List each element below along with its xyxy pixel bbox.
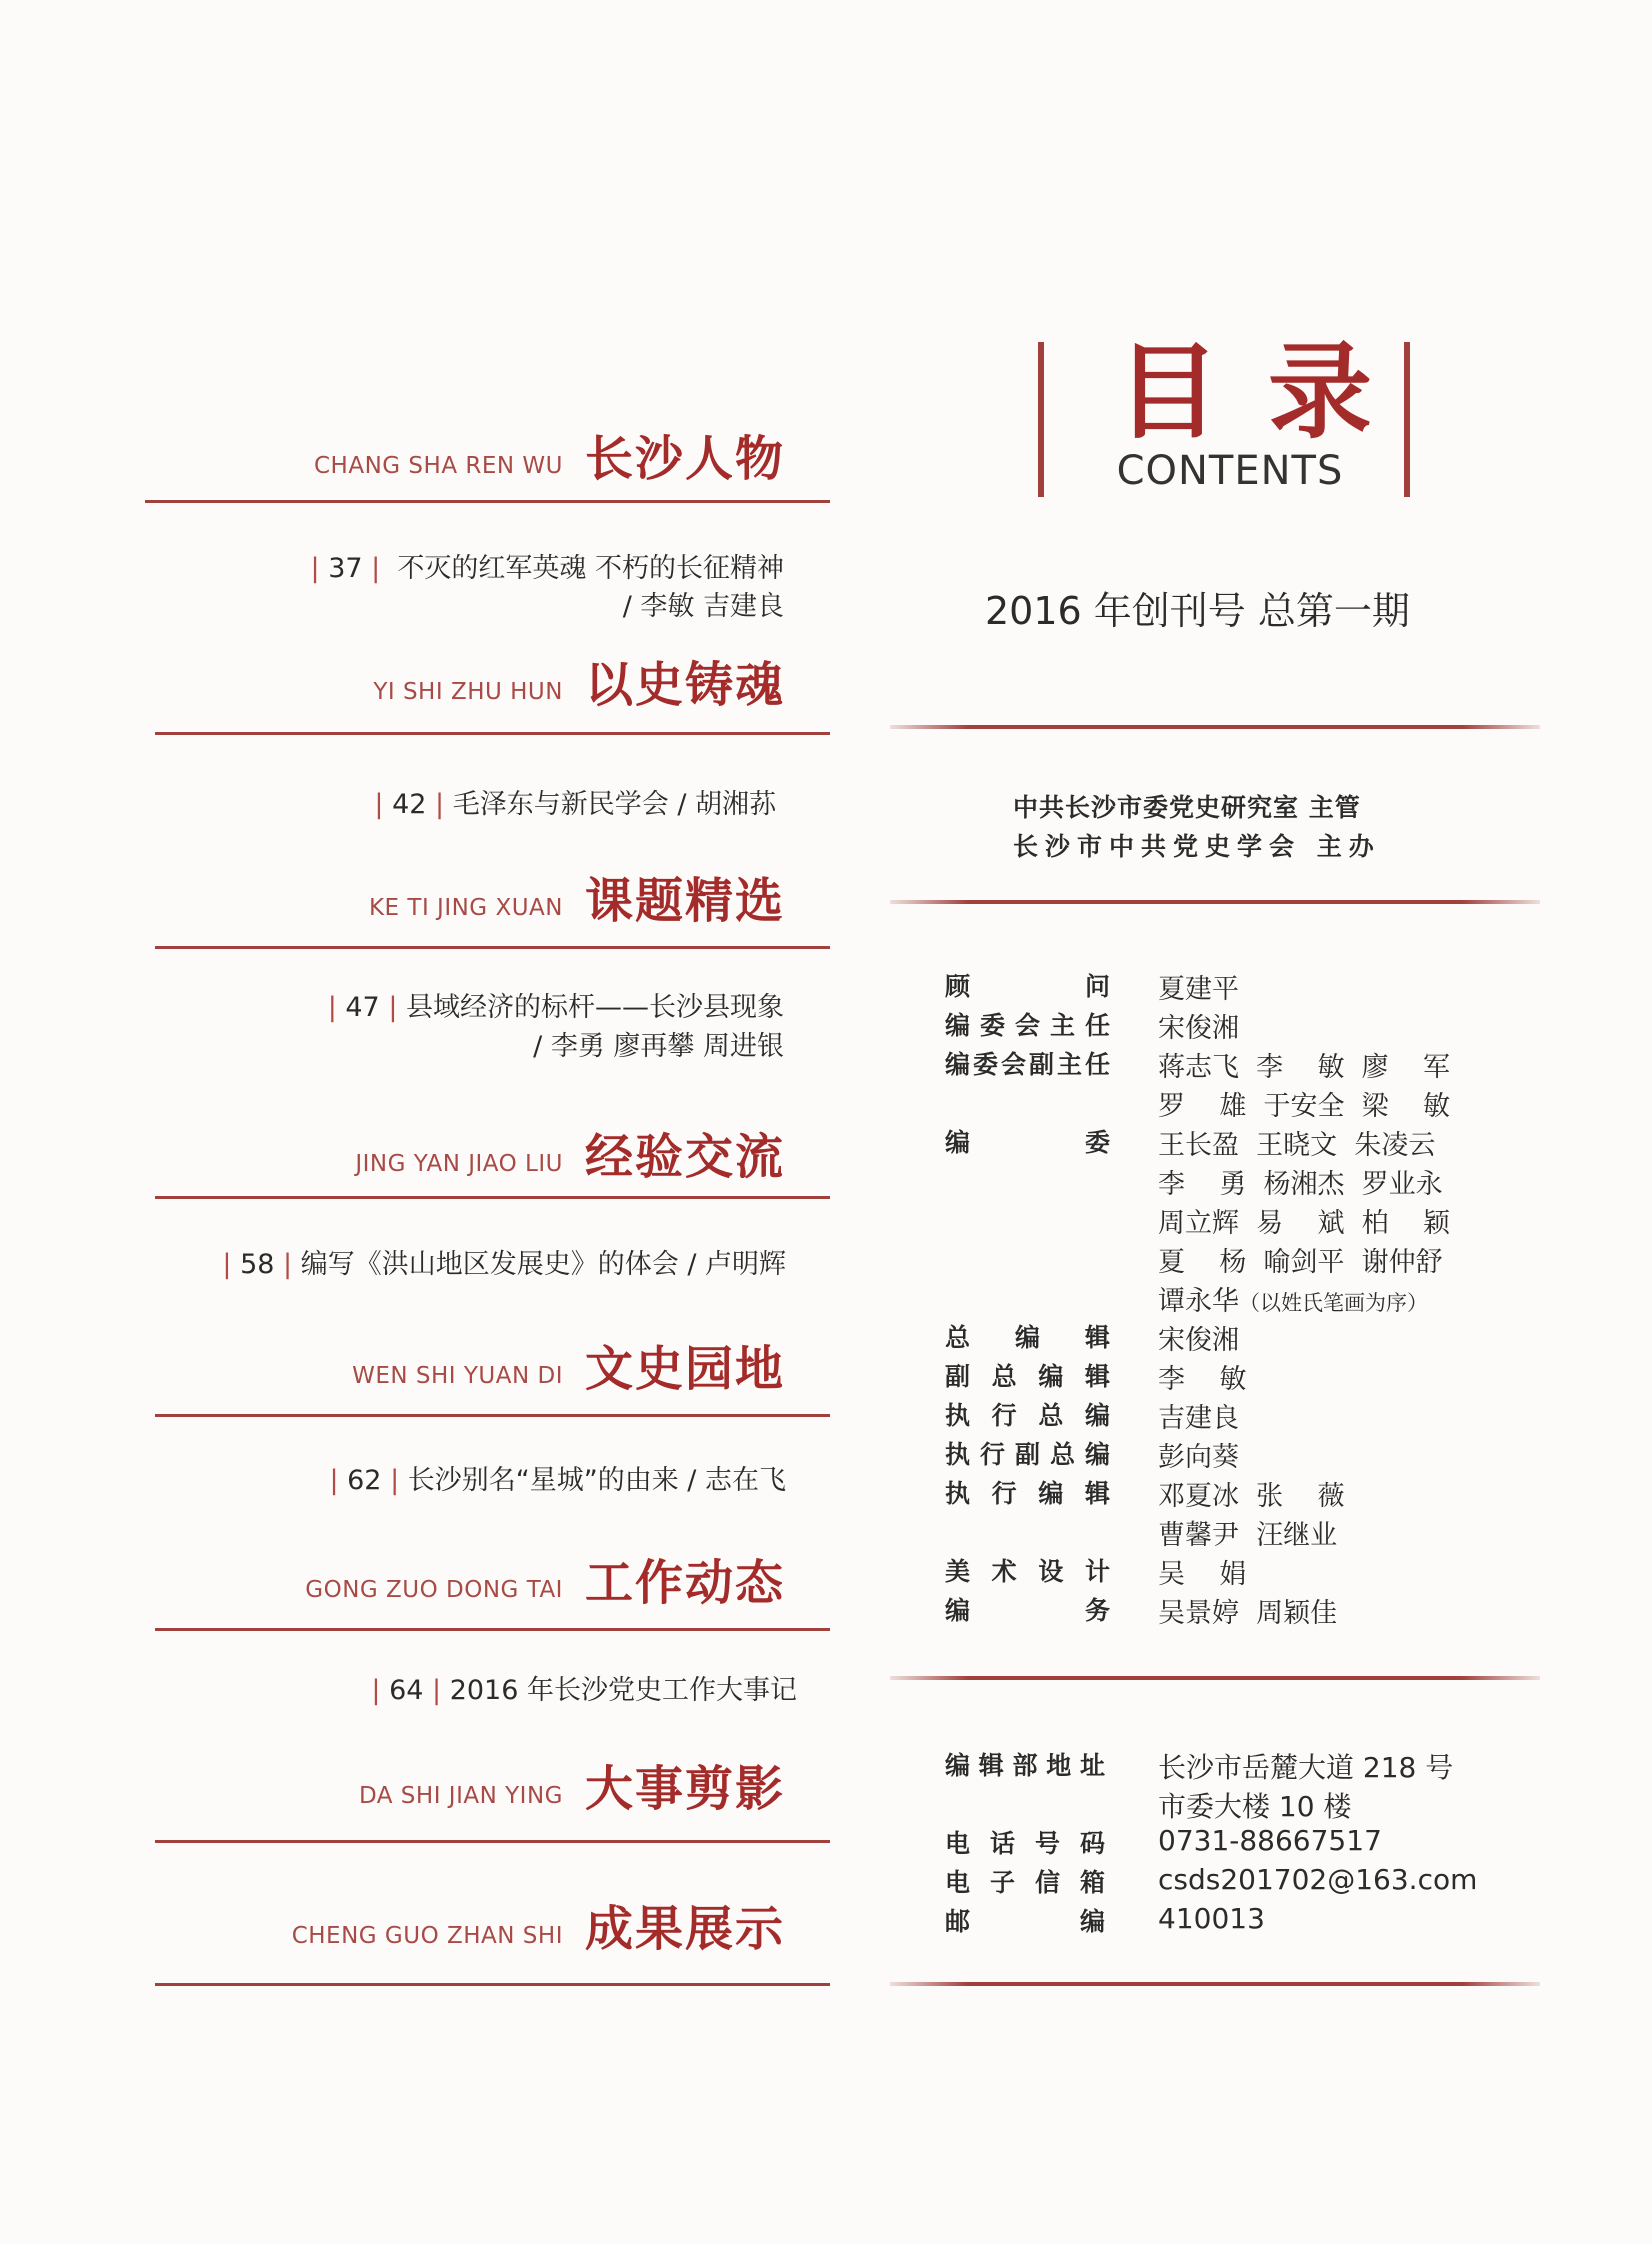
- staff-label: 美术设计: [945, 1557, 1110, 1586]
- staff-label: 编委会主任: [945, 1011, 1110, 1040]
- contact-postcode: 410013: [1158, 1902, 1265, 1935]
- section-divider: [145, 500, 830, 503]
- section-cn-title: 文史园地: [584, 1341, 785, 1397]
- staff-value: 周立辉 易 斌 柏 颖: [1158, 1208, 1450, 1239]
- entry-title: 2016 年长沙党史工作大事记: [449, 1675, 797, 1706]
- staff-value: 吴 娟: [1158, 1559, 1247, 1590]
- section-cn-title: 大事剪影: [584, 1761, 785, 1817]
- staff-label: 总编辑: [945, 1323, 1110, 1352]
- ordering-note: （以姓氏笔画为序）: [1239, 1291, 1428, 1315]
- entry-page-number: 47: [345, 992, 380, 1023]
- section-header-gongzuo-dongtai: [145, 1544, 830, 1613]
- section-header-chengguo-zhanshi: [145, 1890, 830, 1959]
- entry-title: 县域经济的标杆——长沙县现象: [406, 992, 784, 1023]
- section-en-title: CHENG GUO ZHAN SHI: [291, 1923, 563, 1949]
- entry-page-number: 64: [389, 1675, 424, 1706]
- contact-label: 电话号码: [945, 1829, 1105, 1858]
- staff-value: 谭永华（以姓氏笔画为序）: [1158, 1286, 1428, 1317]
- section-divider: [155, 1983, 830, 1986]
- section-en-title: JING YAN JIAO LIU: [355, 1151, 563, 1177]
- staff-value: 彭向葵: [1158, 1442, 1239, 1473]
- section-divider: [155, 1414, 830, 1417]
- staff-value: 夏建平: [1158, 974, 1239, 1005]
- staff-value: 曹馨尹 汪继业: [1158, 1520, 1338, 1551]
- entry-page-number: 42: [392, 789, 427, 820]
- right-divider: [890, 1982, 1540, 1986]
- section-header-jingyan-jiaoliu: [145, 1118, 830, 1187]
- section-cn-title: 经验交流: [584, 1129, 785, 1185]
- staff-value: 宋俊湘: [1158, 1325, 1239, 1356]
- toc-entry[interactable]: | 62 | 长沙别名“星城”的由来 / 志在飞: [329, 1465, 786, 1496]
- staff-label: 执行编辑: [945, 1479, 1110, 1508]
- entry-title: 不灭的红军英魂 不朽的长征精神: [397, 553, 784, 584]
- toc-entry-authors: [623, 584, 784, 623]
- staff-label: 编委: [945, 1128, 1110, 1157]
- toc-entry[interactable]: | 58 | 编写《洪山地区发展史》的体会 / 卢明辉: [222, 1249, 786, 1280]
- section-cn-title: 成果展示: [584, 1901, 785, 1957]
- staff-value: 邓夏冰 张 薇: [1158, 1481, 1345, 1512]
- section-en-title: CHANG SHA REN WU: [314, 453, 563, 479]
- staff-value: 宋俊湘: [1158, 1013, 1239, 1044]
- staff-value: 夏 杨 喻剑平 谢仲舒: [1158, 1247, 1443, 1278]
- staff-label: 顾问: [945, 972, 1110, 1001]
- staff-value: 蒋志飞 李 敏 廖 军: [1158, 1052, 1450, 1083]
- toc-entry[interactable]: | 37 | 不灭的红军英魂 不朽的长征精神: [310, 553, 784, 584]
- contact-address: 长沙市岳麓大道 218 号: [1158, 1751, 1454, 1784]
- entry-title: 长沙别名“星城”的由来 / 志在飞: [407, 1465, 786, 1496]
- section-cn-title: 课题精选: [584, 873, 785, 929]
- sponsor-line-1: 中共长沙市委党史研究室 主管: [1013, 793, 1361, 822]
- contact-phone: 0731-88667517: [1158, 1824, 1382, 1857]
- contact-label: 编辑部地址: [945, 1751, 1105, 1780]
- section-en-title: DA SHI JIAN YING: [358, 1783, 563, 1809]
- entry-page-number: 62: [347, 1465, 382, 1496]
- section-en-title: YI SHI ZHU HUN: [373, 679, 563, 705]
- section-divider: [155, 1628, 830, 1631]
- section-header-keti-jingxuan: [145, 862, 830, 931]
- section-header-dashi-jianying: [145, 1750, 830, 1819]
- contact-label: 电子信箱: [945, 1868, 1105, 1897]
- section-en-title: WEN SHI YUAN DI: [352, 1363, 563, 1389]
- issue-info: 2016 年创刊号 总第一期: [985, 589, 1410, 633]
- entry-authors: / 李敏 吉建良: [622, 591, 784, 622]
- right-divider: [890, 1676, 1540, 1680]
- toc-entry[interactable]: | 47 | 县域经济的标杆——长沙县现象: [327, 992, 784, 1023]
- staff-label: 编委会副主任: [945, 1050, 1110, 1079]
- contact-address-line2: 市委大楼 10 楼: [1158, 1790, 1352, 1823]
- section-en-title: GONG ZUO DONG TAI: [305, 1577, 563, 1603]
- staff-label: 执行副总编: [945, 1440, 1110, 1469]
- staff-label: 执行总编: [945, 1401, 1110, 1430]
- right-divider: [890, 725, 1540, 729]
- section-divider: [155, 1840, 830, 1843]
- staff-label: 编务: [945, 1596, 1110, 1625]
- page-title: 目录: [1115, 330, 1420, 453]
- entry-page-number: 58: [240, 1249, 275, 1280]
- contact-email[interactable]: csds201702@163.com: [1158, 1863, 1478, 1896]
- section-cn-title: 以史铸魂: [584, 657, 785, 713]
- toc-entry[interactable]: | 42 | 毛泽东与新民学会 / 胡湘荪: [374, 789, 776, 820]
- staff-value: 吉建良: [1158, 1403, 1239, 1434]
- toc-entry[interactable]: | 64 | 2016 年长沙党史工作大事记: [371, 1675, 797, 1706]
- entry-title: 编写《洪山地区发展史》的体会 / 卢明辉: [300, 1249, 786, 1280]
- section-divider: [155, 1196, 830, 1199]
- contact-label: 邮编: [945, 1907, 1105, 1936]
- staff-value: 王长盈 王晓文 朱凌云: [1158, 1130, 1436, 1161]
- page-subtitle: CONTENTS: [1116, 448, 1344, 494]
- entry-title: 毛泽东与新民学会 / 胡湘荪: [452, 789, 776, 820]
- staff-value: 罗 雄 于安全 梁 敏: [1158, 1091, 1450, 1122]
- staff-value: 李 勇 杨湘杰 罗业永: [1158, 1169, 1443, 1200]
- section-cn-title: 工作动态: [584, 1555, 785, 1611]
- section-divider: [155, 732, 830, 735]
- sponsor-line-2: 长沙市中共党史学会 主办: [1013, 832, 1381, 861]
- entry-page-number: 37: [328, 553, 363, 584]
- staff-value: 李 敏: [1158, 1364, 1247, 1395]
- entry-authors: / 李勇 廖再攀 周进银: [533, 1031, 784, 1062]
- section-en-title: KE TI JING XUAN: [368, 895, 563, 921]
- staff-value: 吴景婷 周颖佳: [1158, 1598, 1338, 1629]
- toc-entry-authors: [533, 1024, 784, 1063]
- staff-label: 副总编辑: [945, 1362, 1110, 1391]
- section-header-wenshi-yuandi: [145, 1330, 830, 1399]
- section-divider: [155, 946, 830, 949]
- right-divider: [890, 900, 1540, 904]
- section-header-yishi-zhuhun: [145, 646, 830, 715]
- section-cn-title: 长沙人物: [584, 431, 785, 487]
- section-header-changsha-renwu: [145, 420, 830, 489]
